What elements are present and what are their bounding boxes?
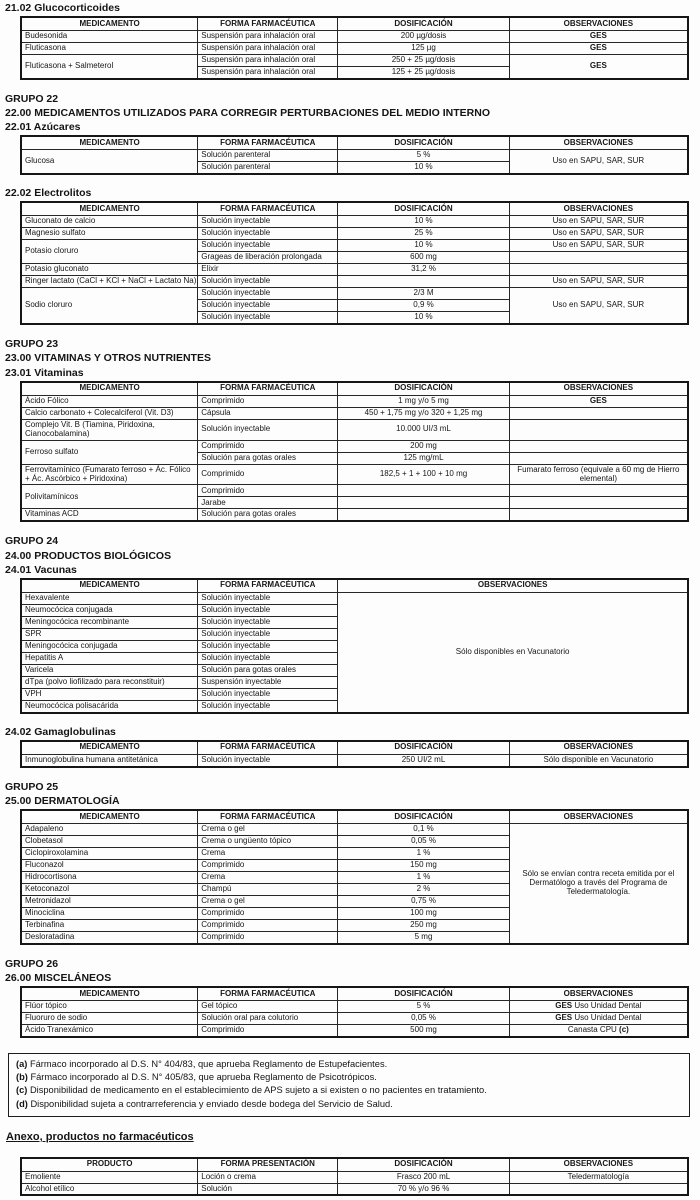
column-header: DOSIFICACIÓN [338,810,509,823]
table-cell: Uso en SAPU, SAR, SUR [509,240,688,252]
table-row [21,1183,688,1195]
table-cell: 0,1 % [338,823,509,835]
table-cell: VPH [21,688,198,700]
column-header: FORMA FARMACÉUTICA [198,579,338,592]
table-cell: Solución inyectable [198,652,338,664]
column-header: OBSERVACIONES [509,987,688,1000]
table-cell: GES Uso Unidad Dental [509,1001,688,1013]
table-cell: Ciclopiroxolamina [21,847,198,859]
table-cell [509,452,688,464]
heading-anexo: Anexo, productos no farmacéuticos [6,1130,194,1143]
table-cell: Fluconazol [21,859,198,871]
table-cell: Frasco 200 mL [338,1171,509,1183]
table-cell [509,252,688,264]
table-row [21,485,688,497]
table-cell [338,276,509,288]
table-cell: Hepatitis A [21,652,198,664]
column-header: OBSERVACIONES [509,741,688,754]
column-header: FORMA FARMACÉUTICA [198,987,338,1000]
table-cell: 250 mg [338,919,509,931]
table-row [21,288,688,300]
table-cell: Ácido Fólico [21,395,198,407]
table-cell: Emoliente [21,1171,198,1183]
column-header: OBSERVACIONES [509,136,688,149]
table-row [21,1171,688,1183]
table-cell: Uso en SAPU, SAR, SUR [509,216,688,228]
table-cell: 2 % [338,883,509,895]
table-cell: Potasio cloruro [21,240,198,264]
column-header: MEDICAMENTO [21,382,198,395]
table-glucocorticoides [20,16,689,80]
column-header: DOSIFICACIÓN [338,382,509,395]
column-header: MEDICAMENTO [21,810,198,823]
table-cell: Canasta CPU (c) [509,1025,688,1037]
column-header: PRODUCTO [21,1158,198,1171]
table-anexo [20,1157,689,1197]
table-cell [509,485,688,497]
table-row [21,754,688,766]
table-cell: 5 % [338,1001,509,1013]
table-cell: 0,05 % [338,835,509,847]
column-header: DOSIFICACIÓN [338,202,509,215]
table-cell [509,264,688,276]
table-cell: 500 mg [338,1025,509,1037]
table-cell: Solución inyectable [198,754,338,766]
table-cell: 1 % [338,871,509,883]
table-cell [509,509,688,521]
table-dermatologia [20,809,689,945]
table-row [21,823,688,835]
table-cell: Uso en SAPU, SAR, SUR [509,228,688,240]
table-cell: Potasio gluconato [21,264,198,276]
table-cell: Fluticasona [21,43,198,55]
table-cell: 125 µg [338,43,509,55]
table-cell: 250 + 25 µg/dosis [338,55,509,67]
table-cell: 5 mg [338,931,509,943]
table-cell: 0,9 % [338,300,509,312]
table-cell: GES [509,43,688,55]
table-cell: Comprimido [198,1025,338,1037]
table-cell: Solución inyectable [198,216,338,228]
table-cell: Suspensión para inhalación oral [198,67,338,79]
table-row [21,1013,688,1025]
header-row [21,136,688,149]
table-cell: 1 mg y/o 5 mg [338,395,509,407]
heading-grupo-26: GRUPO 26 [5,957,59,970]
heading-22-02-electrolitos: 22.02 Electrolitos [5,187,92,200]
table-row [21,216,688,228]
table-row [21,43,688,55]
table-cell: Solución parenteral [198,150,338,162]
table-cell: Solución inyectable [198,616,338,628]
column-header: DOSIFICACIÓN [338,136,509,149]
table-row [21,55,688,67]
column-header: OBSERVACIONES [509,17,688,30]
heading-grupo-25: GRUPO 25 [5,780,59,793]
table-cell: Uso en SAPU, SAR, SUR [509,276,688,288]
header-row [21,382,688,395]
table-cell: Cápsula [198,407,338,419]
table-cell [509,440,688,452]
table-cell: GES [509,55,688,79]
table-cell: Suspensión para inhalación oral [198,43,338,55]
table-cell: Fluticasona + Salmeterol [21,55,198,79]
table-row [21,419,688,440]
table-cell: 125 + 25 µg/dosis [338,67,509,79]
table-cell: Teledermatología [509,1171,688,1183]
table-cell: Jarabe [198,497,338,509]
table-cell [509,1183,688,1195]
table-cell: 600 mg [338,252,509,264]
table-cell: Inmunoglobulina humana antitetánica [21,754,198,766]
table-cell: Alcohol etílico [21,1183,198,1195]
table-cell [338,509,509,521]
column-header: FORMA FARMACÉUTICA [198,810,338,823]
table-cell: Elixir [198,264,338,276]
table-cell: Ferrovitamínico (Fumarato ferroso + Ác. Fólico + Ác. Ascórbico + Piridoxina) [21,464,198,485]
table-cell: Comprimido [198,859,338,871]
table-cell: Neumocócica conjugada [21,604,198,616]
table-cell [509,419,688,440]
table-cell: Gluconato de calcio [21,216,198,228]
table-cell: 10 % [338,240,509,252]
table-cell: Ringer lactato (CaCl + KCl + NaCl + Lactato Na) [21,276,198,288]
table-cell: Suspensión para inhalación oral [198,55,338,67]
table-cell: Solución inyectable [198,628,338,640]
table-cell: 10 % [338,216,509,228]
table-cell: Vitaminas ACD [21,509,198,521]
table-cell: Adapaleno [21,823,198,835]
table-cell: Desloratadina [21,931,198,943]
column-header: DOSIFICACIÓN [338,17,509,30]
table-row [21,276,688,288]
table-cell: Gel tópico [198,1001,338,1013]
table-cell: Calcio carbonato + Colecalciferol (Vit. D3) [21,407,198,419]
column-header: MEDICAMENTO [21,17,198,30]
header-row [21,1158,688,1171]
table-cell: Comprimido [198,931,338,943]
column-header: DOSIFICACIÓN [338,741,509,754]
column-header: OBSERVACIONES [509,810,688,823]
header-row [21,987,688,1000]
table-cell: Flúor tópico [21,1001,198,1013]
table-cell: GES [509,31,688,43]
footnotes-box [8,1053,690,1117]
table-cell: 5 % [338,150,509,162]
heading-24-00-title: 24.00 PRODUCTOS BIOLÓGICOS [5,549,172,562]
table-cell: Comprimido [198,485,338,497]
table-cell: Solución inyectable [198,312,338,324]
header-row [21,202,688,215]
table-cell: 182,5 + 1 + 100 + 10 mg [338,464,509,485]
table-cell: Solución inyectable [198,228,338,240]
table-cell: Ketoconazol [21,883,198,895]
table-cell: Hidrocortisona [21,871,198,883]
column-header: MEDICAMENTO [21,987,198,1000]
table-cell [509,407,688,419]
table-cell: Sólo disponible en Vacunatorio [509,754,688,766]
heading-grupo-24: GRUPO 24 [5,535,59,548]
heading-22-01-azucares: 22.01 Azúcares [5,121,81,134]
table-cell: Grageas de liberación prolongada [198,252,338,264]
table-cell: Comprimido [198,919,338,931]
heading-23-01-vitaminas: 23.01 Vitaminas [5,366,84,379]
anexo-spacer [5,1145,691,1156]
table-row [21,464,688,485]
column-header: MEDICAMENTO [21,741,198,754]
table-cell: Loción o crema [198,1171,338,1183]
table-cell: Comprimido [198,395,338,407]
table-cell: 150 mg [338,859,509,871]
heading-grupo-23: GRUPO 23 [5,338,59,351]
table-cell: Polivitamínicos [21,485,198,509]
table-cell: Solución inyectable [198,592,338,604]
table-cell: dTpa (polvo liofilizado para reconstituir) [21,676,198,688]
table-cell: Ferroso sulfato [21,440,198,464]
footnote: (c) Disponibilidad de medicamento en el establecimiento de APS sujeto a si existen o no pacientes en tratamiento. [16,1085,487,1096]
table-cell: Complejo Vit. B (Tiamina, Piridoxina, Cianocobalamina) [21,419,198,440]
table-cell: 31,2 % [338,264,509,276]
table-cell: Crema [198,847,338,859]
heading-23-00-title: 23.00 VITAMINAS Y OTROS NUTRIENTES [5,352,211,365]
heading-25-00-title: 25.00 DERMATOLOGÍA [5,794,120,807]
table-cell: Comprimido [198,464,338,485]
header-row [21,579,688,592]
table-cell: Hexavalente [21,592,198,604]
table-cell: Clobetasol [21,835,198,847]
table-cell: 2/3 M [338,288,509,300]
table-cell: SPR [21,628,198,640]
table-cell: Crema o ungüento tópico [198,835,338,847]
table-cell: 10.000 UI/3 mL [338,419,509,440]
table-cell [338,497,509,509]
table-cell: Sólo disponibles en Vacunatorio [338,592,688,712]
table-cell: Solución inyectable [198,640,338,652]
table-cell: Crema o gel [198,823,338,835]
table-cell: 125 mg/mL [338,452,509,464]
table-cell: Sodio cloruro [21,288,198,324]
table-cell: GES [509,395,688,407]
table-cell: 100 mg [338,907,509,919]
table-cell: Suspensión inyectable [198,676,338,688]
table-cell: Budesonida [21,31,198,43]
column-header: OBSERVACIONES [338,579,688,592]
table-cell: 10 % [338,162,509,174]
table-cell: 200 mg [338,440,509,452]
table-cell: Solución para gotas orales [198,452,338,464]
table-row [21,395,688,407]
table-cell: 25 % [338,228,509,240]
column-header: FORMA FARMACÉUTICA [198,741,338,754]
table-row [21,31,688,43]
table-row [21,150,688,162]
table-electrolitos [20,201,689,325]
table-cell: Crema o gel [198,895,338,907]
column-header: OBSERVACIONES [509,1158,688,1171]
table-cell: Solución inyectable [198,700,338,712]
table-row [21,440,688,452]
heading-26-00-title: 26.00 MISCELÁNEOS [5,972,112,985]
table-cell: 0,05 % [338,1013,509,1025]
heading-24-01-vacunas: 24.01 Vacunas [5,563,77,576]
column-header: FORMA FARMACÉUTICA [198,17,338,30]
heading-grupo-22: GRUPO 22 [5,93,59,106]
table-cell: Solución inyectable [198,288,338,300]
table-cell: 10 % [338,312,509,324]
table-cell: 0,75 % [338,895,509,907]
table-cell: Magnesio sulfato [21,228,198,240]
table-cell: Solución oral para colutorio [198,1013,338,1025]
table-cell: 250 UI/2 mL [338,754,509,766]
header-row [21,741,688,754]
table-cell: Comprimido [198,440,338,452]
table-row [21,1001,688,1013]
table-cell: Fumarato ferroso (equivale a 60 mg de Hierro elemental) [509,464,688,485]
table-cell: Solución inyectable [198,688,338,700]
table-cell: Minociclina [21,907,198,919]
footnote: (a) Fármaco incorporado al D.S. N° 404/83, que aprueba Reglamento de Estupefacientes. [16,1059,388,1070]
table-cell [338,485,509,497]
column-header: FORMA FARMACÉUTICA [198,202,338,215]
table-cell: Solución inyectable [198,419,338,440]
table-cell: Solución inyectable [198,300,338,312]
header-row [21,17,688,30]
column-header: OBSERVACIONES [509,202,688,215]
column-header: OBSERVACIONES [509,382,688,395]
header-row [21,810,688,823]
table-cell: Crema [198,871,338,883]
table-cell: 70 % y/o 96 % [338,1183,509,1195]
table-cell: Solución para gotas orales [198,664,338,676]
table-cell: Fluoruro de sodio [21,1013,198,1025]
footnote: (d) Disponibilidad sujeta a contrarreferencia y enviado desde bodega del Servicio de Salud. [16,1098,393,1109]
column-header: DOSIFICACIÓN [338,987,509,1000]
table-cell [509,497,688,509]
table-cell: 200 µg/dosis [338,31,509,43]
table-cell: Solución [198,1183,338,1195]
footnote: (b) Fármaco incorporado al D.S. N° 405/83, que aprueba Reglamento de Psicotrópicos. [16,1072,377,1083]
table-cell: Uso en SAPU, SAR, SUR [509,150,688,174]
table-vacunas [20,578,689,714]
table-cell: Glucosa [21,150,198,174]
table-cell: Solución inyectable [198,604,338,616]
heading-21-02-glucocorticoides: 21.02 Glucocorticoides [5,2,120,14]
heading-24-02-gamaglobulinas: 24.02 Gamaglobulinas [5,725,116,738]
table-row [21,1025,688,1037]
column-header: FORMA FARMACÉUTICA [198,136,338,149]
table-row [21,509,688,521]
table-cell: Varicela [21,664,198,676]
table-cell: Metronidazol [21,895,198,907]
column-header: FORMA PRESENTACIÓN [198,1158,338,1171]
column-header: MEDICAMENTO [21,136,198,149]
table-azucares [20,135,689,175]
table-vitaminas [20,381,689,523]
table-cell: Solución parenteral [198,162,338,174]
column-header: DOSIFICACIÓN [338,1158,509,1171]
table-cell: Neumocócica polisacárida [21,700,198,712]
table-cell: Comprimido [198,907,338,919]
table-cell: Meningocócica conjugada [21,640,198,652]
table-cell: 1 % [338,847,509,859]
column-header: MEDICAMENTO [21,579,198,592]
table-cell: Champú [198,883,338,895]
table-cell: Solución para gotas orales [198,509,338,521]
column-header: FORMA FARMACÉUTICA [198,382,338,395]
table-cell: Suspensión para inhalación oral [198,31,338,43]
column-header: MEDICAMENTO [21,202,198,215]
table-cell: Ácido Tranexámico [21,1025,198,1037]
table-row [21,240,688,252]
table-gamaglobulinas [20,740,689,768]
table-miscelaneos [20,986,689,1038]
table-cell: Uso en SAPU, SAR, SUR [509,288,688,324]
table-cell: Solución inyectable [198,276,338,288]
table-row [21,264,688,276]
table-row [21,592,688,604]
table-cell: Meningocócica recombinante [21,616,198,628]
heading-22-00-title: 22.00 MEDICAMENTOS UTILIZADOS PARA CORREGIR PERTURBACIONES DEL MEDIO INTERNO [5,107,490,120]
table-row [21,228,688,240]
table-cell: Solución inyectable [198,240,338,252]
table-cell: Sólo se envían contra receta emitida por el Dermatólogo a través del Programa de Teledermatología. [509,823,688,943]
table-cell: GES Uso Unidad Dental [509,1013,688,1025]
table-cell: Terbinafina [21,919,198,931]
table-cell: 450 + 1,75 mg y/o 320 + 1,25 mg [338,407,509,419]
table-row [21,407,688,419]
